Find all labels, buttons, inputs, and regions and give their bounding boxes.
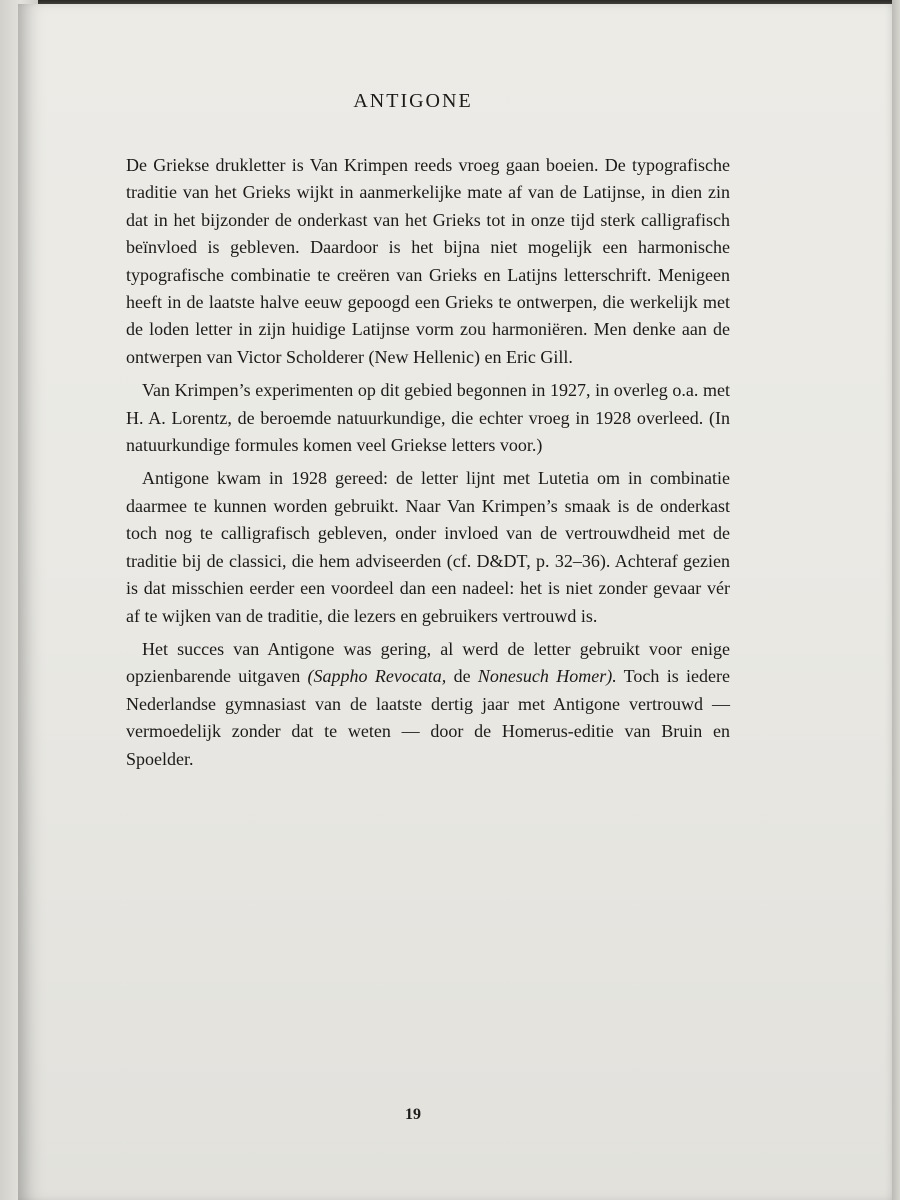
paragraph-text: Toch is iedere Nederlandse gymnasiast van de laatste dertig jaar met Antigone vertrouwd — vermoedelijk zonder dat te weten — door de Homerus-editie van Bruin en Spoelder.	[126, 666, 730, 769]
body-text	[126, 152, 730, 779]
page-right-edge	[892, 0, 900, 1200]
book-page	[18, 4, 894, 1200]
page-number: 19	[405, 1106, 421, 1123]
paragraph-text: Het succes van Antigone was gering, al werd de letter gebruikt voor enige opzienbarende uitgaven	[126, 638, 730, 687]
paragraph	[126, 636, 730, 773]
paragraph-text: de	[446, 666, 478, 687]
paragraph-text: Antigone kwam in 1928 gereed: de letter lijnt met Lutetia om in combinatie daarmee te kunnen worden gebruikt. Naar Van Krimpen’s smaak is de onderkast toch nog te calligrafisch gebleven, onder invloed van de vertrouwdheid met de traditie bij de classici, die hem adviseerden (cf. D&DT, p. 32–36). Achteraf gezien is dat misschien eerder een voordeel dan een nadeel: het is niet zonder gevaar vér af te wijken van de traditie, die lezers en gebruikers vertrouwd is.	[126, 468, 730, 626]
paragraph-text: De Griekse drukletter is Van Krimpen reeds vroeg gaan boeien. De typografische traditie van het Grieks wijkt in aanmerkelijke mate af van de Latijnse, in dien zin dat in het bijzonder de onderkast van het Grieks tot in onze tijd sterk calligrafisch beïnvloed is gebleven. Daardoor is het bijna niet mogelijk een harmonische typografische combinatie te creëren van Grieks en Latijns letterschrift. Menigeen heeft in de laatste halve eeuw gepoogd een Grieks te ontwerpen, die werkelijk met de loden letter in zijn huidige Latijnse vorm zou harmoniëren. Men denke aan de ontwerpen van Victor Scholderer (New Hellenic) en Eric Gill.	[126, 155, 730, 367]
paragraph	[126, 465, 730, 629]
paragraph	[126, 377, 730, 459]
paragraph	[126, 152, 730, 371]
italic-title-sappho: (Sappho Revocata,	[307, 666, 447, 687]
running-head: ANTIGONE	[353, 90, 473, 112]
paragraph-text: Van Krimpen’s experimenten op dit gebied begonnen in 1927, in overleg o.a. met H. A. Lorentz, de beroemde natuurkundige, die echter vroeg in 1928 overleed. (In natuurkundige formules komen veel Griekse letters voor.)	[126, 380, 730, 456]
italic-title-nonesuch: Nonesuch Homer).	[477, 666, 617, 687]
